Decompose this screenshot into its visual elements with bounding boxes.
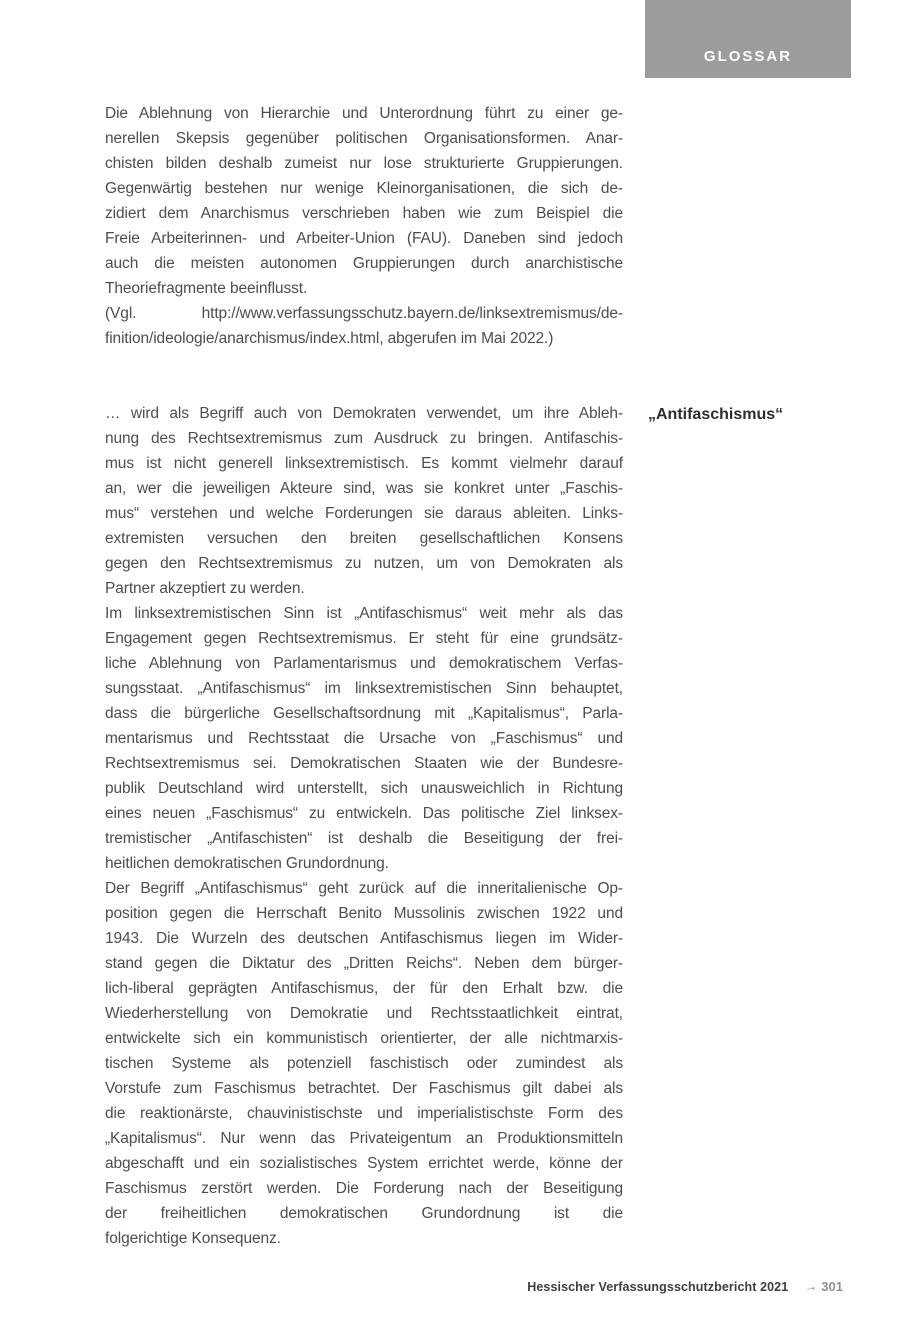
text-line: Im linksextremistischen Sinn ist „Antifaschismus“ weit mehr als das: [105, 605, 623, 622]
text-line: liche Ablehnung von Parlamentarismus und demokratischem Verfas-: [105, 655, 623, 672]
paragraph: [105, 876, 623, 1251]
glossary-header-label: GLOSSAR: [703, 48, 793, 65]
text-line: Freie Arbeiterinnen- und Arbeiter-Union (FAU). Daneben sind jedoch: [105, 230, 623, 247]
text-line: mus“ verstehen und welche Forderungen sie daraus ableiten. Links-: [105, 505, 623, 522]
text-line: Theoriefragmente beeinflusst.: [105, 280, 308, 297]
paragraph: [105, 101, 623, 301]
page-number: 301: [821, 1279, 843, 1294]
arrow-right-icon: →: [803, 1277, 819, 1296]
text-line: an, wer die jeweiligen Akteure sind, was sie konkret unter „Faschis-: [105, 480, 623, 497]
text-line: Gegenwärtig bestehen nur wenige Kleinorganisationen, die sich de-: [105, 180, 623, 197]
text-line: der freiheitlichen demokratischen Grundordnung ist die: [105, 1205, 623, 1222]
text-line: Die Ablehnung von Hierarchie und Unterordnung führt zu einer ge-: [105, 105, 623, 122]
text-line: nerellen Skepsis gegenüber politischen Organisationsformen. Anar-: [105, 130, 623, 147]
text-line: entwickelte sich ein kommunistisch orientierter, der alle nichtmarxis-: [105, 1030, 623, 1047]
text-line: zidiert dem Anarchismus verschrieben haben wie zum Beispiel die: [105, 205, 623, 222]
glossary-column: [105, 101, 784, 1251]
text-line: lich-liberal geprägten Antifaschismus, der für den Erhalt bzw. die: [105, 980, 623, 997]
text-line: position gegen die Herrschaft Benito Mussolinis zwischen 1922 und: [105, 905, 623, 922]
footer: [527, 1277, 843, 1296]
footer-page-reference: [803, 1277, 843, 1296]
glossary-entry: [105, 101, 623, 351]
text-line: dass die bürgerliche Gesellschaftsordnung mit „Kapitalismus“, Parla-: [105, 705, 623, 722]
text-line: Der Begriff „Antifaschismus“ geht zurück auf die inneritalienische Op-: [105, 880, 623, 897]
glossary-term: „Antifaschismus“: [648, 406, 784, 423]
glossary-header-tab: [645, 0, 851, 78]
text-line: „Kapitalismus“. Nur wenn das Privateigentum an Produktionsmitteln: [105, 1130, 623, 1147]
glossary-entry: [105, 401, 784, 1251]
text-line: tischen Systeme als potenziell faschistisch oder zumindest als: [105, 1055, 623, 1072]
text-line: 1943. Die Wurzeln des deutschen Antifaschismus liegen im Wider-: [105, 930, 623, 947]
text-line: (Vgl. http://www.verfassungsschutz.bayern.de/linksextremismus/de-: [105, 305, 623, 322]
text-line: folgerichtige Konsequenz.: [105, 1230, 281, 1247]
text-line: tremistischer „Antifaschisten“ ist deshalb die Beseitigung der frei-: [105, 830, 623, 847]
text-line: … wird als Begriff auch von Demokraten verwendet, um ihre Ableh-: [105, 405, 623, 422]
text-line: publik Deutschland wird unterstellt, sich unausweichlich in Richtung: [105, 780, 623, 797]
text-line: mus ist nicht generell linksextremistisch. Es kommt vielmehr darauf: [105, 455, 623, 472]
text-line: abgeschafft und ein sozialistisches System errichtet werde, könne der: [105, 1155, 623, 1172]
paragraph: [105, 601, 623, 876]
text-line: stand gegen die Diktatur des „Dritten Reichs“. Neben dem bürger-: [105, 955, 623, 972]
footer-report-title: Hessischer Verfassungsschutzbericht 2021: [527, 1280, 789, 1294]
text-line: mentarismus und Rechtsstaat die Ursache von „Faschismus“ und: [105, 730, 623, 747]
text-line: Partner akzeptiert zu werden.: [105, 580, 305, 597]
text-line: Engagement gegen Rechtsextremismus. Er steht für eine grundsätz-: [105, 630, 623, 647]
text-line: heitlichen demokratischen Grundordnung.: [105, 855, 389, 872]
paragraph: [105, 401, 623, 601]
text-line: die reaktionärste, chauvinistischste und imperialistischste Form des: [105, 1105, 623, 1122]
text-line: nung des Rechtsextremismus zum Ausdruck zu bringen. Antifaschis-: [105, 430, 623, 447]
text-line: sungsstaat. „Antifaschismus“ im linksextremistischen Sinn behauptet,: [105, 680, 623, 697]
text-line: finition/ideologie/anarchismus/index.html, abgerufen im Mai 2022.): [105, 330, 554, 347]
text-line: extremisten versuchen den breiten gesellschaftlichen Konsens: [105, 530, 623, 547]
text-line: Faschismus zerstört werden. Die Forderung nach der Beseitigung: [105, 1180, 623, 1197]
text-line: eines neuen „Faschismus“ zu entwickeln. Das politische Ziel linksex-: [105, 805, 623, 822]
text-line: Rechtsextremismus sei. Demokratischen Staaten wie der Bundesre-: [105, 755, 623, 772]
text-line: auch die meisten autonomen Gruppierungen durch anarchistische: [105, 255, 623, 272]
text-line: Wiederherstellung von Demokratie und Rechtsstaatlichkeit eintrat,: [105, 1005, 623, 1022]
text-line: Vorstufe zum Faschismus betrachtet. Der Faschismus gilt dabei als: [105, 1080, 623, 1097]
text-line: chisten bilden deshalb zumeist nur lose strukturierte Gruppierungen.: [105, 155, 623, 172]
paragraph: [105, 301, 623, 351]
text-line: gegen den Rechtsextremismus zu nutzen, um von Demokraten als: [105, 555, 623, 572]
